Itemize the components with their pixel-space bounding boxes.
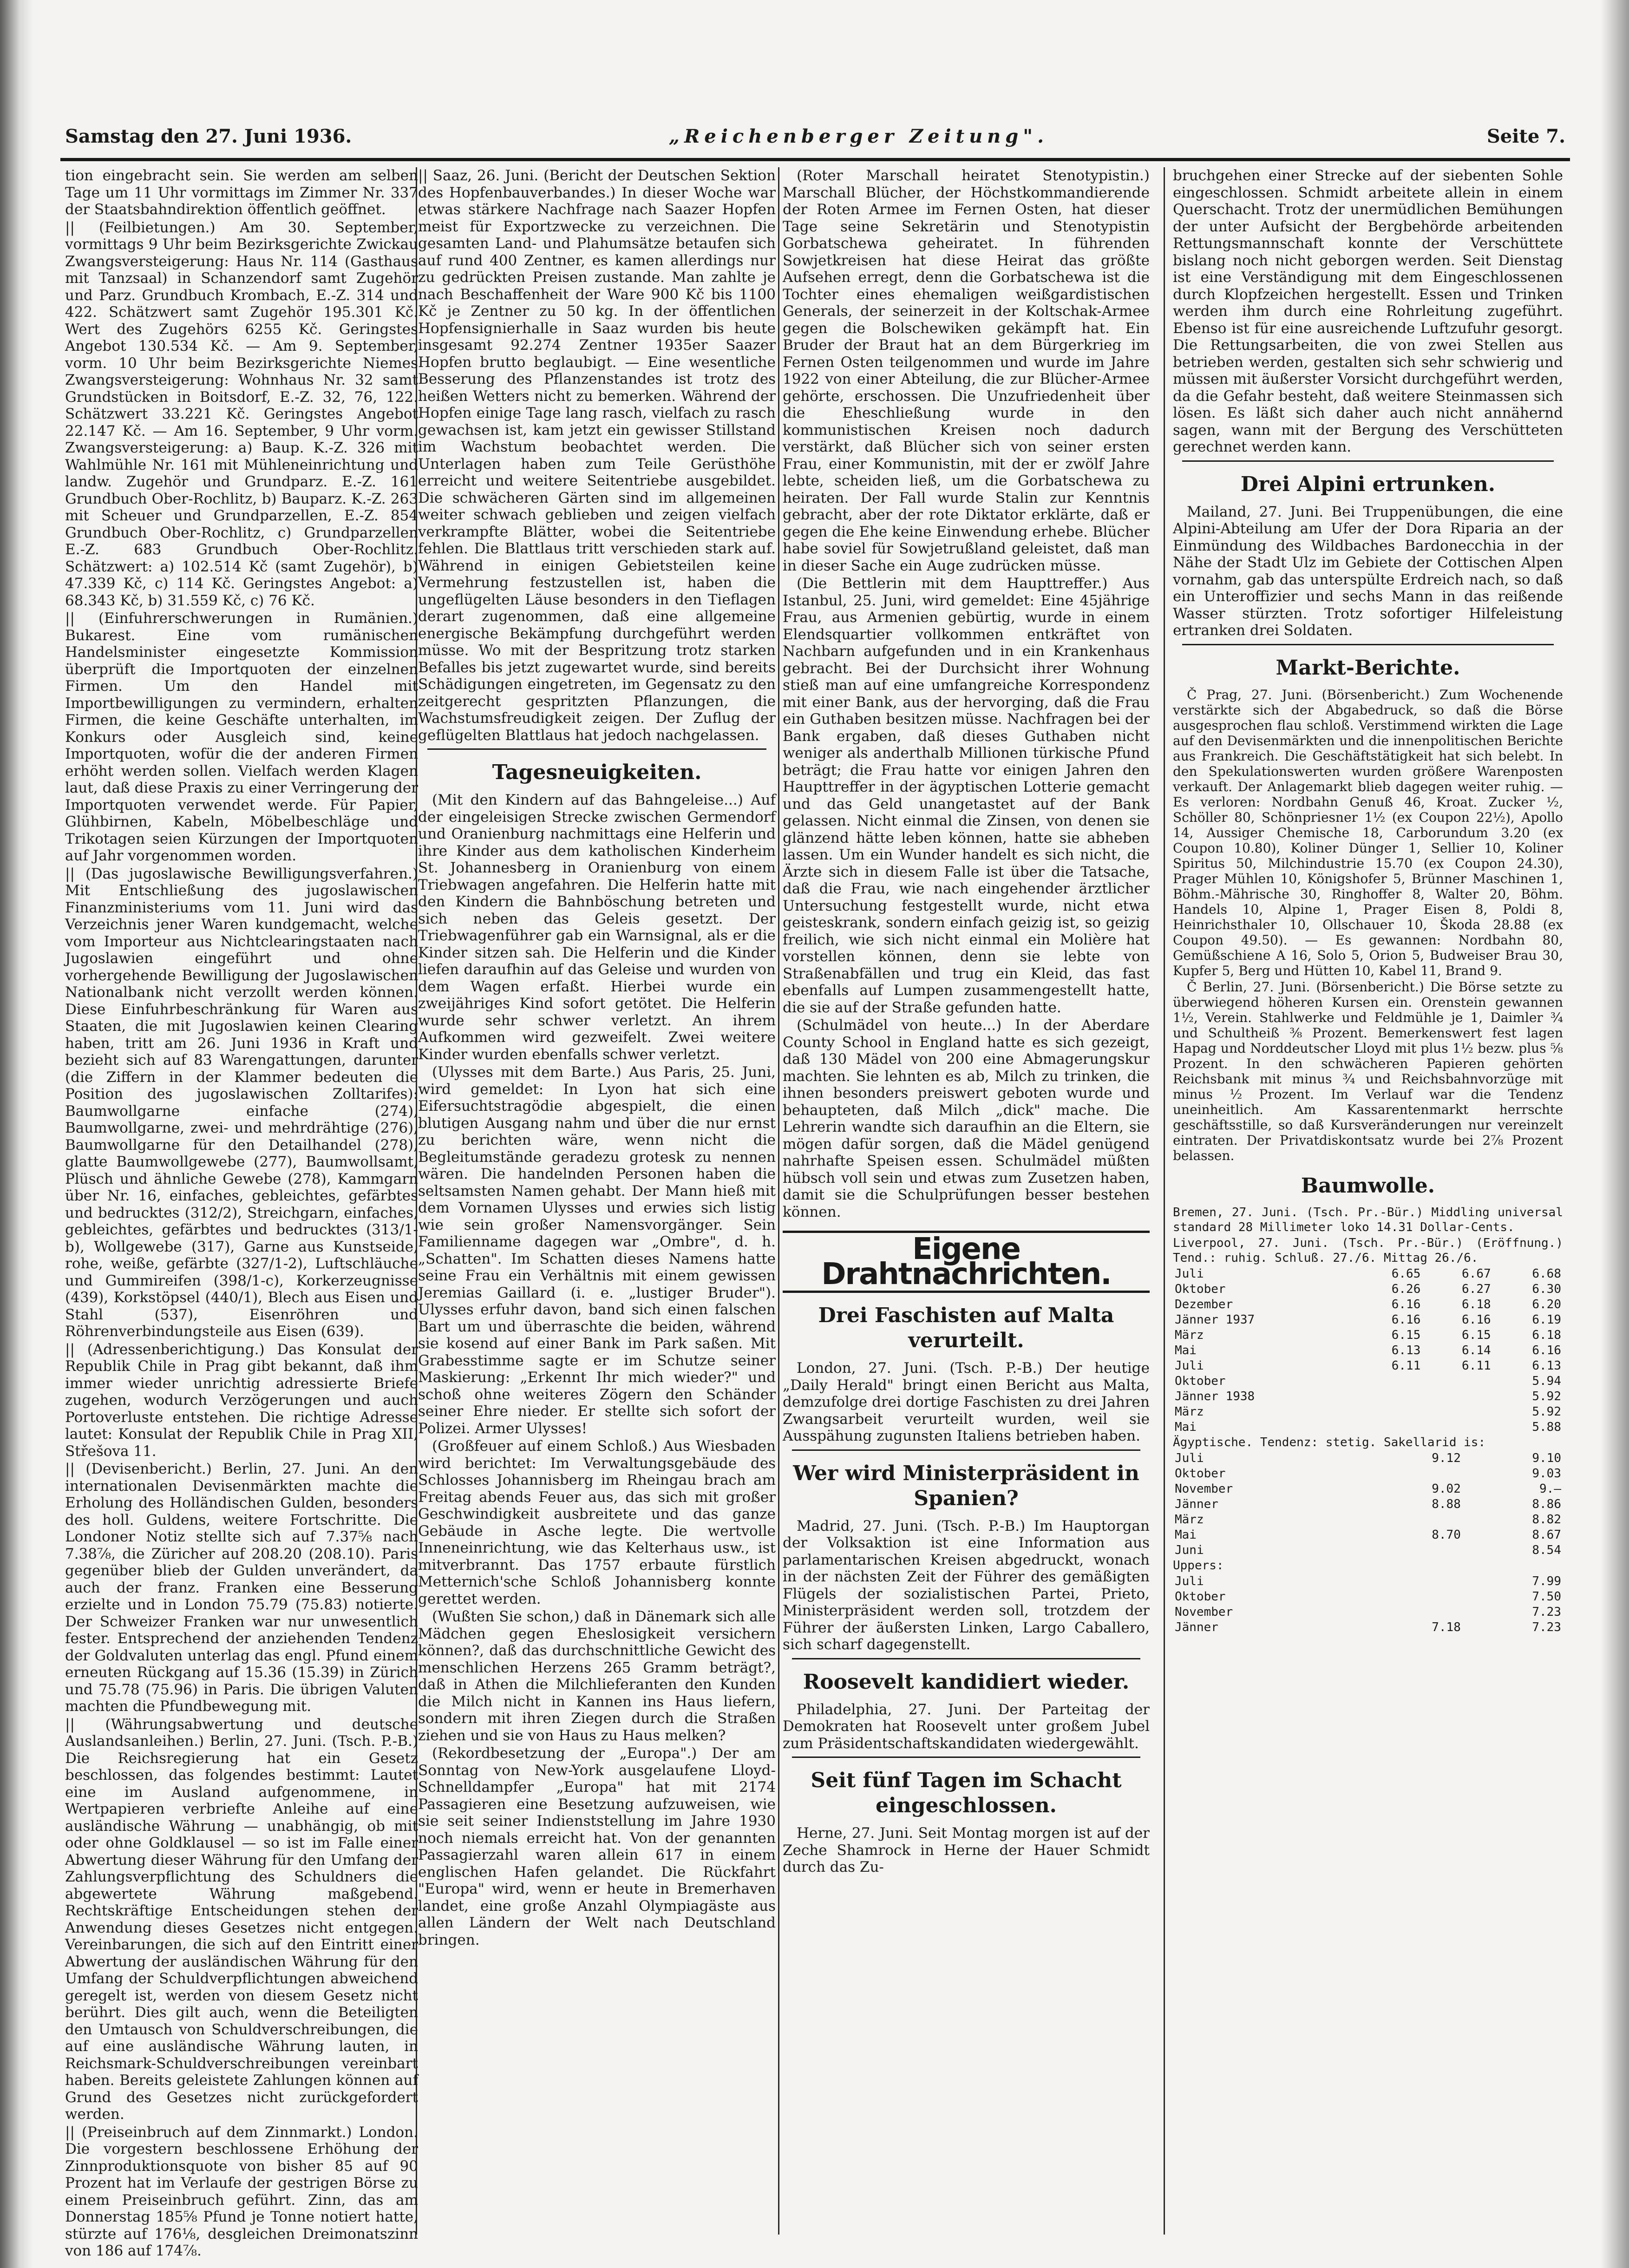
column-3 [783,167,1150,2239]
table-row [1173,1312,1563,1328]
table-cell-month: Juni [1175,1543,1204,1557]
table-cell-price [1352,1389,1422,1404]
article-headline: Roosevelt kandidiert wieder. [803,1670,1130,1694]
table-cell-price [1352,1420,1422,1435]
article-paragraph: (Ulysses mit dem Barte.) Aus Paris, 25. Juni, wird gemeldet: In Lyon hat sich eine Eifersuchtstragödie abgespielt, die einen blutigen Ausgang nahm und über die nur ernst zu berichten wäre, wenn nicht die Begleitumstände geradezu grotesk zu nennen wären. Die handelnden Personen haben die seltsamsten Namen gehabt. Der Mann hieß mit dem Vornamen Ulysses und erwies sich listig wie sein großer Namensvorgänger. Sein Familienname dagegen war „Ombre", d. h. „Schatten". Im Schatten dieses Namens hatte seine Frau ein Verhältnis mit einem gewissen Jeremias Gaillard (i. e. „lustiger Bruder"). Ulysses erfuhr davon, band sich einen falschen Bart um und überraschte die beiden, während sie kosend auf einer Bank im Park saßen. Mit Grabesstimme sagte er im Schutze seiner Maskierung: „Erkennt Ihr mich wieder?" und schoß ohne weiteres Zögern den Schänder seiner Ehre nieder. Er stellte sich sofort der Polizei. Armer Ulysses! [418,1064,776,1437]
table-cell-price [1362,1605,1463,1620]
section-heading: Tagesneuigkeiten. [492,760,702,784]
table-cell-price [1362,1512,1463,1527]
table-cell-price: 8.67 [1532,1527,1561,1542]
table-row [1173,1481,1563,1497]
table-row [1173,1589,1563,1605]
article-headline: Seit fünf Tagen im Schacht eingeschlossen. [811,1769,1122,1817]
table-cell-month: März [1175,1404,1204,1419]
table-row [1173,1282,1563,1297]
table-cell-price: 6.68 [1532,1266,1561,1281]
table-cell-price: 6.15 [1391,1328,1421,1342]
article-paragraph: Č Prag, 27. Juni. (Börsenbericht.) Zum Wochenende verstärkte sich der Abgabedruck, so daß die Börse ausgesprochen flau schloß. Verstimmend wirkten die Lage auf den Devisenmärkten und die innenpolitischen Berichte aus Frankreich. Die Geschäftstätigkeit hat sich belebt. In den Spekulationswerten wurden größere Warenposten verkauft. Der Anlagemarkt blieb dagegen weiter ruhig. — Es verloren: Nordbahn Genuß 46, Kroat. Zucker ½, Schöller 80, Schönpriesner 1½ (ex Coupon 22½), Apollo 14, Aussiger Chemische 18, Carborundum 3.20 (ex Coupon 10.80), Koliner Dünger 1, Sellier 10, Koliner Spiritus 50, Milchindustrie 15.70 (ex Coupon 24.30), Prager Mühlen 10, Königshofer 5, Brünner Maschinen 1, Böhm.-Mährische 30, Ringhoffer 8, Walter 20, Böhm. Handels 10, Alpine 1, Prager Eisen 8, Poldi 8, Heinrichsthaler 10, Ollschauer 10, Škoda 28.88 (ex Coupon 49.50). — Es gewannen: Nordbahn 80, Gemüßschiene A 16, Solo 5, Orion 5, Budweiser Brau 30, Kupfer 5, Berg und Hütten 10, Kabel 11, Brand 9. [1173,687,1563,978]
table-cell-price: 9.02 [1432,1481,1461,1496]
section-rule [427,748,766,750]
article-paragraph: tion eingebracht sein. Sie werden am selben Tage um 11 Uhr vormittags im Zimmer Nr. 337 der Staatsbahndirektion öffentlich geöffnet. [65,167,418,218]
table-cell-price: 6.65 [1391,1266,1421,1281]
column-divider [778,167,779,2235]
table-row [1173,1620,1563,1635]
table-cell-price: 8.82 [1532,1512,1561,1527]
article-paragraph: Madrid, 27. Juni. (Tsch. P.-B.) Im Hauptorgan der Volksaktion ist eine Information aus parlamentarischen Kreisen abgedruckt, wonach in der nächsten Zeit der Führer des gemäßigten Flügels der sozialistischen Partei, Prieto, Ministerpräsident werden soll, trotzdem der Führer der äußersten Linken, Largo Caballero, sich scharf dagegenstellt. [783,1517,1150,1653]
table-cell-price: 6.26 [1391,1282,1421,1296]
cotton-table-egypt [1173,1451,1563,1558]
header-rule [60,158,1570,161]
table-cell-month: Oktober [1175,1589,1226,1604]
table-cell-price [1362,1543,1463,1558]
table-cell-price: 6.15 [1462,1328,1491,1342]
table-cell-price [1352,1374,1422,1389]
cotton-table-header: Liverpool, 27. Juni. (Tsch. Pr.-Bür.) (Eröffnung.) Tend.: ruhig. Schluß. 27./6. Mittag 26./6. [1173,1236,1563,1265]
article-paragraph: Philadelphia, 27. Juni. Der Parteitag der Demokraten hat Roosevelt unter großem Jubel zum Präsidentschaftskandidaten wiedergewählt. [783,1701,1150,1752]
cotton-intro: Bremen, 27. Juni. (Tsch. Pr.-Bür.) Middling universal standard 28 Millimeter loko 14.31 Dollar-Cents. [1173,1205,1563,1234]
table-cell-month: Mai [1175,1420,1197,1434]
table-cell-month: Oktober [1175,1466,1226,1481]
article-paragraph: Herne, 27. Juni. Seit Montag morgen ist auf der Zeche Shamrock in Herne der Hauer Schmidt durch das Zu- [783,1825,1150,1875]
column-1 [65,167,418,2259]
article-paragraph: (Rekordbesetzung der „Europa".) Der am Sonntag von New-York ausgelaufene Lloyd-Schnelldampfer „Europa" hat mit 2174 Passagieren eine Besetzung aufzuweisen, wie sie seit seiner Indienststellung im Jahre 1930 noch niemals erreicht hat. Von der genannten Passagierzahl waren allein 617 in einem englischen Hafen gelandet. Die Rückfahrt "Europa" wird, wenn er heute in Bremerhaven landet, eine große Anzahl Olympiagäste aus allen Ländern der Welt nach Deutschland bringen. [418,1745,776,1948]
table-row [1173,1297,1563,1312]
table-cell-month: November [1175,1481,1233,1496]
table-row [1173,1420,1563,1435]
table-cell-price: 8.88 [1432,1497,1461,1511]
article-paragraph: bruchgehen einer Strecke auf der siebenten Sohle eingeschlossen. Schmidt arbeitete allein in einem Querschacht. Trotz der unermüdlichen Bemühungen der unter Aufsicht der Bergbehörde arbeitenden Rettungsmannschaft konnte der Verschüttete bislang noch nicht geborgen werden. Seit Dienstag ist eine Verständigung mit dem Eingeschlossenen durch Klopfzeichen hergestellt. Essen und Trinken werden ihm durch eine Rohrleitung zugeführt. Ebenso ist für eine ausreichende Luftzufuhr gesorgt. Die Rettungsarbeiten, die von zwei Stellen aus betrieben werden, gestalten sich sehr schwierig und müssen mit äußerster Vorsicht durchgeführt werden, da die Gefahr besteht, daß weitere Steinmassen sich lösen. Es läßt sich daher auch nicht annähernd sagen, wann mit der Bergung des Verschütteten gerechnet werden kann. [1173,167,1563,455]
header-page-number: Seite 7. [1486,125,1565,147]
cotton-table-liverpool [1173,1266,1563,1435]
header-date: Samstag den 27. Juni 1936. [65,125,352,147]
article-paragraph: London, 27. Juni. (Tsch. P.-B.) Der heutige „Daily Herald" bringt einen Bericht aus Malta, demzufolge drei dortige Faschisten zu drei Jahren Zwangsarbeit verurteilt wurden, weil sie Ausspähung zugunsten Italiens betrieben haben. [783,1360,1150,1444]
table-cell-price: 6.16 [1391,1312,1421,1327]
table-row [1173,1358,1563,1374]
table-cell-month: Juli [1175,1451,1204,1465]
article-paragraph: || (Feilbietungen.) Am 30. September, vormittags 9 Uhr beim Bezirksgerichte Zwickau Zwangsversteigerung: Haus Nr. 114 (Gasthaus mit Tanzsaal) in Schanzendorf samt Zugehör und Parz. Grundbuch Krombach, E.-Z. 314 und 422. Schätzwert samt Zugehör 195.301 Kč. Wert des Zugehörs 6255 Kč. Geringstes Angebot 130.534 Kč. — Am 9. September, vorm. 10 Uhr beim Bezirksgerichte Niemes Zwangsversteigerung: Wohnhaus Nr. 32 samt Grundstücken in Boitsdorf, E.-Z. 32, 76, 122. Schätzwert 33.221 Kč. Geringstes Angebot 22.147 Kč. — Am 16. September, 9 Uhr vorm. Zwangsversteigerung: a) Baup. K.-Z. 326 mit Wahlmühle Nr. 161 mit Mühleneinrichtung und landw. Zugehör und Grundparz. E.-Z. 161 Grundbuch Ober-Rochlitz, b) Bauparz. K.-Z. 263 mit Scheuer und Grundparzellen, E.-Z. 854 Grundbuch Ober-Rochlitz, c) Grundparzellen E.-Z. 683 Grundbuch Ober-Rochlitz. Schätzwert: a) 102.514 Kč (samt Zugehör), b) 47.339 Kč, c) 114 Kč. Geringstes Angebot: a) 68.343 Kč, b) 31.559 Kč, c) 76 Kč. [65,219,418,609]
egypt-header: Ägyptische. Tendenz: stetig. Sakellarid is: [1173,1435,1486,1449]
table-cell-price: 6.16 [1532,1343,1561,1357]
table-row [1173,1605,1563,1620]
article-headline: Drei Alpini ertrunken. [1240,472,1496,496]
table-cell-price: 6.27 [1462,1282,1491,1296]
table-row [1173,1512,1563,1527]
column-divider [1164,167,1165,2235]
article-paragraph: || (Währungsabwertung und deutsche Auslandsanleihen.) Berlin, 27. Juni. (Tsch. P.-B.) Die Reichsregierung hat ein Gesetz beschlossen, das folgendes bestimmt: Lautet eine im Ausland aufgenommene, in Wertpapieren verbriefte Anleihe auf eine ausländische Währung — unabhängig, ob mit oder ohne Goldklausel — so ist im Falle einer Abwertung dieser Währung für den Umfang der Zahlungsverpflichtung des Schuldners die abgewertete Währung maßgebend. Rechtskräftige Entscheidungen stehen der Anwendung dieses Gesetzes nicht entgegen. Vereinbarungen, die sich auf den Eintritt einer Abwertung der ausländischen Währung für den Umfang der Schuldverpflichtungen abweichend geregelt ist, werden von diesem Gesetz nicht berührt. Dies gilt auch, wenn die Beteiligten den Umtausch von Schuldverschreibungen, die auf eine ausländische Währung lauten, in Reichsmark-Schuldverschreibungen vereinbart haben. Bereits geleistete Zahlungen können auf Grund des Gesetzes nicht zurückgefordert werden. [65,1716,418,2123]
column-4 [1173,167,1563,2239]
table-cell-month: Jänner 1937 [1175,1312,1255,1327]
table-row [1173,1389,1563,1404]
table-cell-month: November [1175,1605,1233,1619]
table-cell-price: 6.13 [1532,1358,1561,1373]
table-cell-price: 9.— [1539,1481,1561,1496]
table-cell-price: 5.92 [1532,1389,1561,1403]
table-cell-price: 6.14 [1462,1343,1491,1357]
table-cell-month: März [1175,1328,1204,1342]
article-paragraph: (Schulmädel von heute...) In der Aberdare County School in England hatte es sich gezeigt, daß 130 Mädel von 200 eine Abmagerungskur machten. Sie lehnten es ab, Milch zu trinken, die ihnen besonders preiswert geboten wurde und behaupteten, daß Milch „dick" mache. Die Lehrerin wandte sich daraufhin an die Eltern, sie mögen dafür sorgen, daß die Mädel genügend nahrhafte Speisen essen. Schulmädel müßten hübsch voll sein und etwas zum Zusetzen haben, damit sie die Schulprüfungen besser bestehen können. [783,1017,1150,1220]
header-paper-name: „Reichenberger Zeitung". [669,125,1048,147]
table-cell-price: 6.11 [1391,1358,1421,1373]
table-row [1173,1328,1563,1343]
article-paragraph: (Mit den Kindern auf das Bahngeleise...) Auf der eingeleisigen Strecke zwischen Germendorf und Oranienburg nachmittags eine Helferin und ihre Kinder aus dem katholischen Kinderheim St. Johannesberg in Oranienburg von einem Triebwagen angefahren. Die Helferin hatte mit den Kindern die Bahnböschung betreten und sich neben das Geleis gesetzt. Der Triebwagenführer gab ein Warnsignal, als er die Kinder sitzen sah. Die Helferin und die Kinder liefen daraufhin auf das Geleise und wurden von dem Wagen erfaßt. Hierbei wurde ein zweijähriges Kind sofort getötet. Die Helferin wurde sehr schwer verletzt. An ihrem Aufkommen wird gezweifelt. Zwei weitere Kinder wurden ebenfalls schwer verletzt. [418,792,776,1063]
table-cell-price [1422,1420,1492,1435]
table-cell-price [1362,1466,1463,1481]
article-paragraph: || (Einfuhrerschwerungen in Rumänien.) Bukarest. Eine vom rumänischen Handelsminister eingesetzte Kommission überprüft die Importquoten der einzelnen Firmen. Um den Handel mit Importbewilligungen zu vermindern, erhalten Firmen, die keine Geschäfte unterhalten, im Konkurs oder Ausgleich sind, keine Importquoten, wofür die der anderen Firmen erhöht werden sollen. Vielfach werden Klagen laut, daß diese Praxis zu einer Verringerung der Importquoten verwendet werde. Für Papier, Glühbirnen, Kabeln, Möbelbeschläge und Trikotagen seien Kürzungen der Importquoten auf Jahr vorgenommen worden. [65,610,418,864]
table-cell-price: 6.11 [1462,1358,1491,1373]
section-heading-market: Markt-Berichte. [1276,655,1460,680]
table-cell-price: 6.18 [1462,1297,1491,1311]
table-row [1173,1574,1563,1589]
table-cell-price: 6.19 [1532,1312,1561,1327]
table-cell-price: 5.92 [1532,1404,1561,1419]
table-cell-price: 6.18 [1532,1328,1561,1342]
table-cell-month: Jänner [1175,1497,1218,1511]
section-rule [792,1658,1140,1659]
table-row [1173,1527,1563,1543]
table-cell-price: 6.20 [1532,1297,1561,1311]
article-paragraph: || (Devisenbericht.) Berlin, 27. Juni. An den internationalen Devisenmärkten machte die Erholung des Holländischen Gulden, besonders des holl. Guldens, weitere Fortschritte. Die Londoner Notiz stellte sich auf 7.37⅝ nach 7.38⅞, die Züricher auf 208.20 (208.10). Paris gegenüber blieb der Gulden unverändert, da auch der franz. Franken eine Besserung erzielte und in London 75.79 (75.83) notierte. Der Schweizer Franken war nur unwesentlich fester. Entsprechend der anziehenden Tendenz der Goldvaluten unterlag das engl. Pfund einem erneuten Rückgang auf 15.36 (15.39) in Zürich und 75.78 (75.96) in Paris. Die übrigen Valuten machten die Pfundbewegung mit. [65,1461,418,1715]
article-paragraph: || (Das jugoslawische Bewilligungsverfahren.) Mit Entschließung des jugoslawischen Finanzministeriums vom 11. Juni wird das Verzeichnis jener Waren kundgemacht, welche vom Importeur aus Nichtclearingstaaten nach Jugoslawien eingeführt und ohne vorhergehende Bewilligung der Jugoslawischen Nationalbank nicht verzollt werden können. Diese Einfuhrbeschränkung für Waren aus Staaten, die mit Jugoslawien keinen Clearing haben, tritt am 26. Juni 1936 in Kraft und bezieht sich auf 83 Warengattungen, darunter (die Ziffern in der Klammer bedeuten die Position des jugoslawischen Zolltarifes): Baumwollgarne einfache (274), Baumwollgarne, zwei- und mehrdrähtige (276), Baumwollgarne für den Detailhandel (278), glatte Baumwollgewebe (277), Baumwollsamt, Plüsch und ähnliche Gewebe (278), Kammgarn über Nr. 16, einfaches, gebleichtes, gefärbtes und bedrucktes (312/2), Streichgarn, einfaches, gebleichtes, gefärbtes und bedrucktes (313/1-b), Wollgewebe (317), Garne aus Kunstseide, rohe, weiße, gefärbte (327/1-2), Luftschläuche und Gummireifen (398/1-c), Korkerzeugnisse (439), Korkstöpsel (440/1), Blech aus Eisen und Stahl (537), Eisenröhren und Röhrenverbindungsteile aus Eisen (639). [65,865,418,1340]
article-headline: Drei Faschisten auf Malta verurteilt. [818,1304,1114,1352]
section-rule [1182,460,1554,462]
table-cell-price: 6.13 [1391,1343,1421,1357]
scan-edge-right [1601,0,1629,2268]
table-cell-month: Jänner [1175,1620,1218,1634]
article-paragraph: (Großfeuer auf einem Schloß.) Aus Wiesbaden wird berichtet: Im Verwaltungsgebäude des Schlosses Johannisberg im Rheingau brach am Freitag abends Feuer aus, das sich mit großer Geschwindigkeit ausbreitete und das ganze Gebäude in Asche legte. Die wertvolle Inneneinrichtung, wie das Kelterhaus usw., ist mitverbrannt. Das 1757 erbaute fürstlich Metternich'sche Schloß Johannisberg konnte gerettet werden. [418,1438,776,1607]
uppers-header: Uppers: [1173,1558,1224,1573]
table-cell-price: 7.23 [1532,1605,1561,1619]
table-cell-month: Juli [1175,1574,1204,1588]
article-paragraph: Mailand, 27. Juni. Bei Truppenübungen, die eine Alpini-Abteilung am Ufer der Dora Riparia an der Einmündung des Wildbaches Bardonecchia in der Nähe der Stadt Ulz im Gebiete der Cottischen Alpen vornahm, gab das unterspülte Erdreich nach, so daß ein Unteroffizier und sechs Mann in das reißende Wasser stürzten. Trotz sofortiger Hilfeleistung ertranken drei Soldaten. [1173,503,1563,639]
section-heading-wire-news: Eigene Drahtnachrichten. [783,1231,1150,1293]
article-paragraph: Č Berlin, 27. Juni. (Börsenbericht.) Die Börse setzte zu überwiegend höheren Kursen ein. Orenstein gewannen 1½, Verein. Stahlwerke und Feldmühle je 1, Daimler ¾ und Schultheiß ⅜ Prozent. Bemerkenswert fest lagen Hapag und Norddeutscher Lloyd mit plus 1½ bezw. plus ⅝ Prozent. In den schwächeren Papieren gehörten Reichsbank mit minus ¾ und Reichsbahnvorzüge mit minus ½ Prozent. Im Verlauf war die Tendenz uneinheitlich. Am Kassarentenmarkt herrschte geschäftsstille, so daß Kursveränderungen nur vereinzelt eintraten. Der Privatdiskontsatz wurde bei 2⅞ Prozent belassen. [1173,979,1563,1163]
table-cell-month: Mai [1175,1527,1197,1542]
cotton-table-uppers [1173,1574,1563,1635]
table-row [1173,1451,1563,1466]
table-row [1173,1343,1563,1358]
article-paragraph: || (Adressenberichtigung.) Das Konsulat der Republik Chile in Prag gibt bekannt, daß ihm immer wieder unrichtig adressierte Briefe zugehen, wodurch Verzögerungen und auch Portoverluste entstehen. Die richtige Adresse lautet: Konsulat der Republik Chile in Prag XII, Střešova 11. [65,1341,418,1460]
section-rule [1182,644,1554,645]
article-paragraph: || Saaz, 26. Juni. (Bericht der Deutschen Sektion des Hopfenbauverbandes.) In dieser Woche war etwas stärkere Nachfrage nach Saazer Hopfen meist für Exportzwecke zu verzeichnen. Die gesamten Land- und Plahumsätze betaufen sich auf rund 400 Zentner, es kamen allerdings nur zu gedrückten Preisen zustande. Man zahlte je nach Beschaffenheit der Ware 900 Kč bis 1100 Kč je Zentner zu 50 kg. In der öffentlichen Hopfensignierhalle in Saaz wurden bis heute insgesamt 92.274 Zentner 1935er Saazer Hopfen brutto beglaubigt. — Eine wesentliche Besserung des Pflanzenstandes ist trotz des heißen Wetters nicht zu bemerken. Während der Hopfen einige Tage lang rasch, vielfach zu rasch gewachsen ist, kam jetzt ein gewisser Stillstand im Wachstum beobachtet werden. Die Unterlagen haben zum Teile Gerüsthöhe erreicht und weitere Seitentriebe ausgebildet. Die schwächeren Gärten sind im allgemeinen weiter schwach geblieben und zeigen vielfach verkrampfte Blätter, wobei die Seitentriebe fehlen. Die Blattlaus tritt verschieden stark auf. Während in einigen Gebietsteilen keine Vermehrung festzustellen ist, haben die ungeflügelten Läuse besonders in den Tieflagen derart zugenommen, daß eine allgemeine energische Bekämpfung durchgeführt werden müsse. Wo mit der Bespritzung trotz starken Befalles bis jetzt zugewartet wurde, sind bereits Schädigungen eingetreten, im Gegensatz zu den zeitgerecht gespritzten Pflanzungen, die Wachstumsfreudigkeit zeigen. Der Zuflug der geflügelten Blattlaus hat jedoch nachgelassen. [418,167,776,744]
table-cell-price [1422,1404,1492,1420]
article-paragraph: (Wußten Sie schon,) daß in Dänemark sich alle Mädchen gegen Eheslosigkeit versichern können?, daß das durchschnittliche Gewicht des menschlichen Herzens 265 Gramm beträgt?, daß in Athen die Milchlieferanten den Kunden die Milch nicht in Kannen ins Haus liefern, sondern mit ihren Ziegen durch die Straßen ziehen und sie von Haus zu Haus melken? [418,1608,776,1744]
table-cell-price: 5.94 [1532,1374,1561,1388]
table-cell-price: 9.03 [1532,1466,1561,1481]
table-cell-price [1422,1389,1492,1404]
article-paragraph: || (Preiseinbruch auf dem Zinnmarkt.) London. Die vorgestern beschlossene Erhöhung der Zinnproduktionsquote von bisher 85 auf 90 Prozent hat im Verlaufe der gestrigen Börse zu einem Preiseinbruch geführt. Zinn, das am Donnerstag 185⅝ Pfund je Tonne notiert hatte, stürzte auf 176⅛, desgleichen Dreimonatszinn von 186 auf 174⅞. [65,2124,418,2259]
section-heading-cotton: Baumwolle. [1301,1173,1435,1198]
table-cell-price: 8.54 [1532,1543,1561,1557]
table-cell-month: März [1175,1512,1204,1527]
table-cell-month: Juli [1175,1358,1204,1373]
table-cell-price: 7.99 [1532,1574,1561,1588]
table-cell-price: 5.88 [1532,1420,1561,1434]
table-row [1173,1466,1563,1481]
table-cell-month: Juli [1175,1266,1204,1281]
table-cell-price [1362,1574,1463,1589]
table-cell-price: 7.18 [1432,1620,1461,1634]
table-cell-price: 7.23 [1532,1620,1561,1634]
section-rule [792,1757,1140,1758]
table-cell-price [1362,1589,1463,1605]
table-cell-month: Oktober [1175,1374,1226,1388]
table-cell-price: 8.70 [1432,1527,1461,1542]
table-row [1173,1497,1563,1512]
table-row [1173,1404,1563,1420]
table-cell-price: 6.30 [1532,1282,1561,1296]
table-row [1173,1543,1563,1558]
article-headline: Wer wird Ministerpräsident in Spanien? [793,1461,1139,1510]
section-rule [792,1449,1140,1451]
table-cell-month: Dezember [1175,1297,1233,1311]
table-row [1173,1266,1563,1282]
table-cell-price [1422,1374,1492,1389]
table-cell-month: Oktober [1175,1282,1226,1296]
scan-edge-left [0,0,33,2268]
page-header [65,125,1565,153]
table-cell-price: 7.50 [1532,1589,1561,1604]
table-cell-price: 6.16 [1462,1312,1491,1327]
table-cell-price [1352,1404,1422,1420]
table-cell-price: 6.16 [1391,1297,1421,1311]
table-row [1173,1374,1563,1389]
column-2 [418,167,776,2239]
table-cell-price: 9.10 [1532,1451,1561,1465]
table-cell-price: 8.86 [1532,1497,1561,1511]
article-paragraph: (Roter Marschall heiratet Stenotypistin.) Marschall Blücher, der Höchstkommandierende der Roten Armee im Fernen Osten, hat dieser Tage seine Sekretärin und Stenotypistin Gorbatschewa geheiratet. In führenden Sowjetkreisen hat diese Heirat das größte Aufsehen erregt, denn die Gorbatschewa ist die Tochter eines ehemaligen weißgardistischen Generals, der seinerzeit in der Koltschak-Armee gegen die Bolschewiken gekämpft hat. Ein Bruder der Braut hat an dem Bürgerkrieg im Fernen Osten teilgenommen und wurde im Jahre 1922 von einer Abteilung, die zur Blücher-Armee gehörte, erschossen. Die Unzufriedenheit über die Eheschließung wurde in den kommunistischen Kreisen noch dadurch verstärkt, daß Blücher sich von seiner ersten Frau, einer Kommunistin, mit der er zwölf Jahre lebte, scheiden ließ, um die Gorbatschewa zu heiraten. Der Fall wurde Stalin zur Kenntnis gebracht, aber der rote Diktator erklärte, daß er gegen die Ehe keine Einwendung erhebe. Blücher habe soviel für Sowjetrußland geleistet, daß man in dieser Sache ein Auge zudrücken müsse. [783,167,1150,574]
table-cell-price: 6.67 [1462,1266,1491,1281]
table-cell-price: 9.12 [1432,1451,1461,1465]
table-cell-month: Jänner 1938 [1175,1389,1255,1403]
article-paragraph: (Die Bettlerin mit dem Haupttreffer.) Aus Istanbul, 25. Juni, wird gemeldet: Eine 45jährige Frau, aus Armenien gebürtig, wurde in einem Elendsquartier vollkommen entkräftet von Nachbarn aufgefunden und in ein Krankenhaus gebracht. Bei der Durchsicht ihrer Wohnung stieß man auf eine umfangreiche Korrespondenz mit einer Bank, aus der hervorging, daß die Frau ein Guthaben besitzen müsse. Nachfragen bei der Bank ergaben, daß dieses Guthaben nicht weniger als anderthalb Millionen türkische Pfund beträgt; die Frau hatte vor einigen Jahren den Haupttreffer in der ägyptischen Lotterie gemacht und das Geld unangetastet auf der Bank gelassen. Nicht einmal die Zinsen, von denen sie glänzend hätte leben können, hatte sie abheben lassen. Um ein Wunder handelt es sich nicht, die Ärzte sich in diesem Falle ist über die Tatsache, daß die Frau, wie nach eingehender ärztlicher Untersuchung festgestellt wurde, nicht etwa geisteskrank, sondern einfach geizig ist, so geizig freilich, wie sich nicht einmal ein Molière hat vorstellen können, denn sie lebte von Straßenabfällen und trug ein Kleid, das fast ebenfalls auf Lumpen zusammengestellt hatte, die sie auf der Straße gefunden hatte. [783,575,1150,1016]
table-cell-month: Mai [1175,1343,1197,1357]
